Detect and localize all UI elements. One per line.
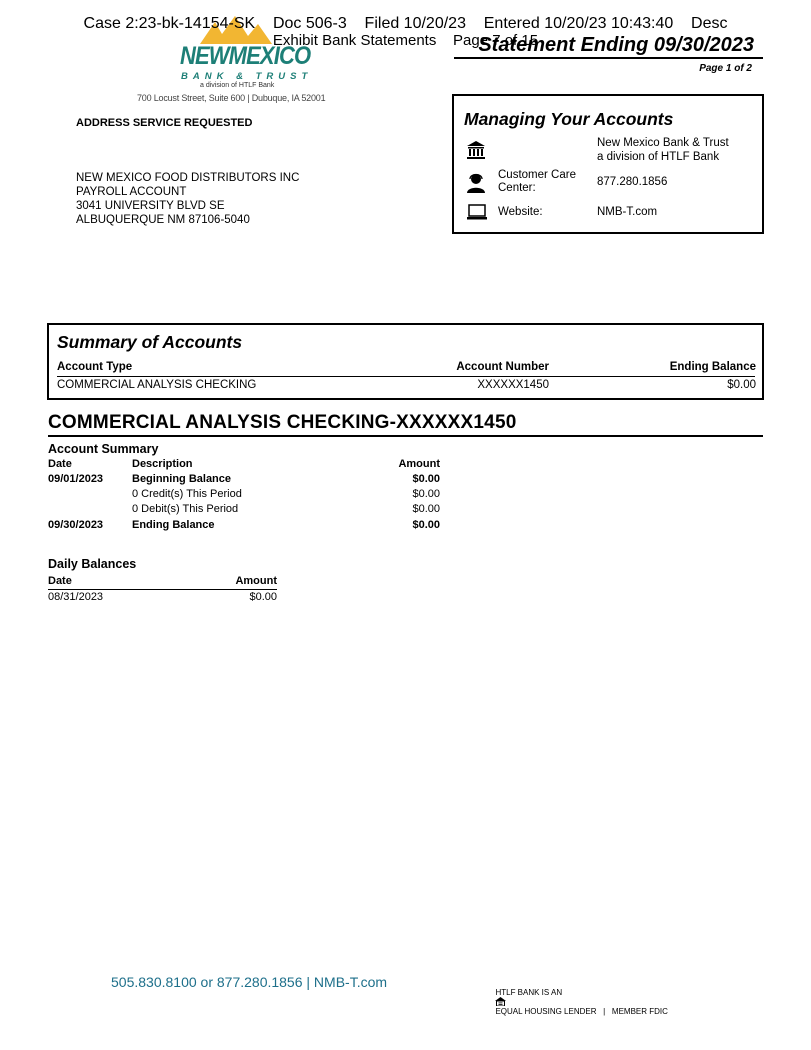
bank-address: 700 Locust Street, Suite 600 | Dubuque, IA 52001 <box>137 93 326 103</box>
laptop-icon <box>466 204 488 221</box>
summary-header-balance: Ending Balance <box>669 361 756 373</box>
court-header-line1: Case 2:23-bk-14154-SK Doc 506-3 Filed 10/20/23 Entered 10/20/23 10:43:40 Desc <box>83 15 728 32</box>
daily-header-amount: Amount <box>235 575 277 587</box>
court-header-line2: Exhibit Bank Statements Page 7 of 15 <box>272 32 539 49</box>
summary-row-amount: $0.00 <box>412 519 440 531</box>
address-service-requested: ADDRESS SERVICE REQUESTED <box>76 117 253 129</box>
summary-header-number: Account Number <box>456 361 549 373</box>
customer-address <box>76 171 299 227</box>
statement-title-rule <box>454 57 763 59</box>
customer-care-icon <box>466 172 486 193</box>
summary-row-desc: Ending Balance <box>132 519 215 531</box>
summary-row-amount: $0.00 <box>412 473 440 485</box>
website-label: Website: <box>498 206 543 218</box>
summary-row-amount: $0.00 <box>412 503 440 515</box>
bank-logo-word: NEWMEXICO <box>180 42 311 70</box>
customer-care-phone: 877.280.1856 <box>597 176 668 188</box>
bank-building-icon <box>466 140 486 160</box>
managing-accounts-box <box>452 94 764 234</box>
summary-row-number: XXXXXX1450 <box>477 379 549 391</box>
summary-row-date: 09/30/2023 <box>48 519 104 531</box>
summary-row-date: 09/01/2023 <box>48 473 104 485</box>
customer-city: ALBUQUERQUE NM 87106-5040 <box>76 214 250 226</box>
summary-row-type: COMMERCIAL ANALYSIS CHECKING <box>57 379 257 391</box>
statement-title: Statement Ending 09/30/2023 <box>478 34 754 56</box>
summary-row-desc: Beginning Balance <box>132 473 232 485</box>
account-summary-header-date: Date <box>48 458 72 470</box>
daily-row-amount: $0.00 <box>249 591 277 603</box>
daily-header-rule <box>48 589 277 590</box>
equal-housing-icon <box>495 997 506 1006</box>
account-title: COMMERCIAL ANALYSIS CHECKING-XXXXXX1450 <box>48 412 517 433</box>
summary-row-balance: $0.00 <box>727 379 756 391</box>
customer-name: NEW MEXICO FOOD DISTRIBUTORS INC <box>76 172 300 184</box>
website-link[interactable]: NMB-T.com <box>597 206 658 218</box>
summary-title: Summary of Accounts <box>57 332 243 352</box>
account-summary-header-desc: Description <box>132 458 193 470</box>
customer-care-label: Customer Care Center: <box>498 169 576 194</box>
account-summary-header-amount: Amount <box>398 458 440 470</box>
footer-legal: HTLF BANK IS AN EQUAL HOUSING LENDER | MEMBER FDIC <box>495 988 668 1016</box>
bank-division-name: a division of HTLF Bank <box>597 151 720 163</box>
daily-balances-title: Daily Balances <box>48 557 137 571</box>
daily-header-date: Date <box>48 575 72 587</box>
summary-row-desc: 0 Debit(s) This Period <box>132 503 239 515</box>
customer-account-label: PAYROLL ACCOUNT <box>76 186 187 198</box>
footer-contact: 505.830.8100 or 877.280.1856 | NMB-T.com <box>111 974 388 990</box>
bank-name: New Mexico Bank & Trust <box>597 137 729 149</box>
summary-row-amount: $0.00 <box>412 488 440 500</box>
summary-of-accounts-box <box>47 323 764 400</box>
bank-division: a division of HTLF Bank <box>200 82 275 89</box>
customer-street: 3041 UNIVERSITY BLVD SE <box>76 200 225 212</box>
summary-row-desc: 0 Credit(s) This Period <box>132 488 242 500</box>
summary-header-rule <box>57 376 755 377</box>
page-number: Page 1 of 2 <box>699 63 752 74</box>
account-summary-title: Account Summary <box>48 442 159 456</box>
daily-row-date: 08/31/2023 <box>48 591 104 603</box>
account-title-rule <box>48 435 763 437</box>
summary-header-type: Account Type <box>57 361 133 373</box>
managing-accounts-title: Managing Your Accounts <box>464 109 674 129</box>
bank-logo-subtitle: BANK & TRUST <box>181 71 313 82</box>
